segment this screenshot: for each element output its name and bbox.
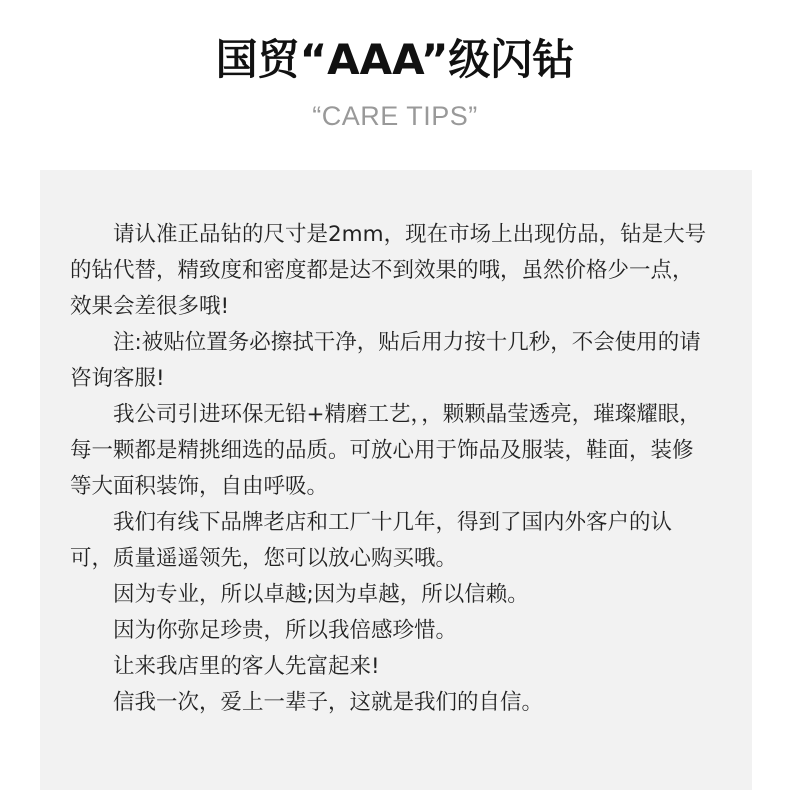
paragraph-cherish: 因为你弥足珍贵，所以我倍感珍惜。 [113, 618, 458, 643]
paragraph-customers: 让来我店里的客人先富起来! [113, 654, 380, 679]
paragraph-professional: 因为专业，所以卓越;因为卓越，所以信赖。 [113, 582, 529, 607]
paragraph-brand-history: 我们有线下品牌老店和工厂十几年，得到了国内外客户的认可，质量遥遥领先，您可以放心购买哦。 [70, 510, 673, 571]
page-subtitle: “CARE TIPS” [312, 101, 478, 131]
paragraph-trust: 信我一次，爱上一辈子，这就是我们的自信。 [113, 690, 544, 715]
care-tips-text [70, 217, 710, 721]
care-tips-panel [40, 170, 752, 790]
paragraph-usage-note: 注:被贴位置务必擦拭干净，贴后用力按十几秒，不会使用的请咨询客服! [70, 330, 701, 391]
paragraph-authentic-size: 请认准正品钻的尺寸是2mm，现在市场上出现仿品，钻是大号的钻代替，精致度和密度都是达不到效果的哦，虽然价格少一点，效果会差很多哦! [70, 222, 707, 319]
page-title: 国贸“AAA”级闪钻 [215, 35, 575, 84]
paragraph-craftsmanship: 我公司引进环保无铅+精磨工艺，，颗颗晶莹透亮，璀璨耀眼，每一颗都是精挑细选的品质。可放心用于饰品及服装，鞋面，装修等大面积装饰，自由呼吸。 [70, 402, 701, 499]
